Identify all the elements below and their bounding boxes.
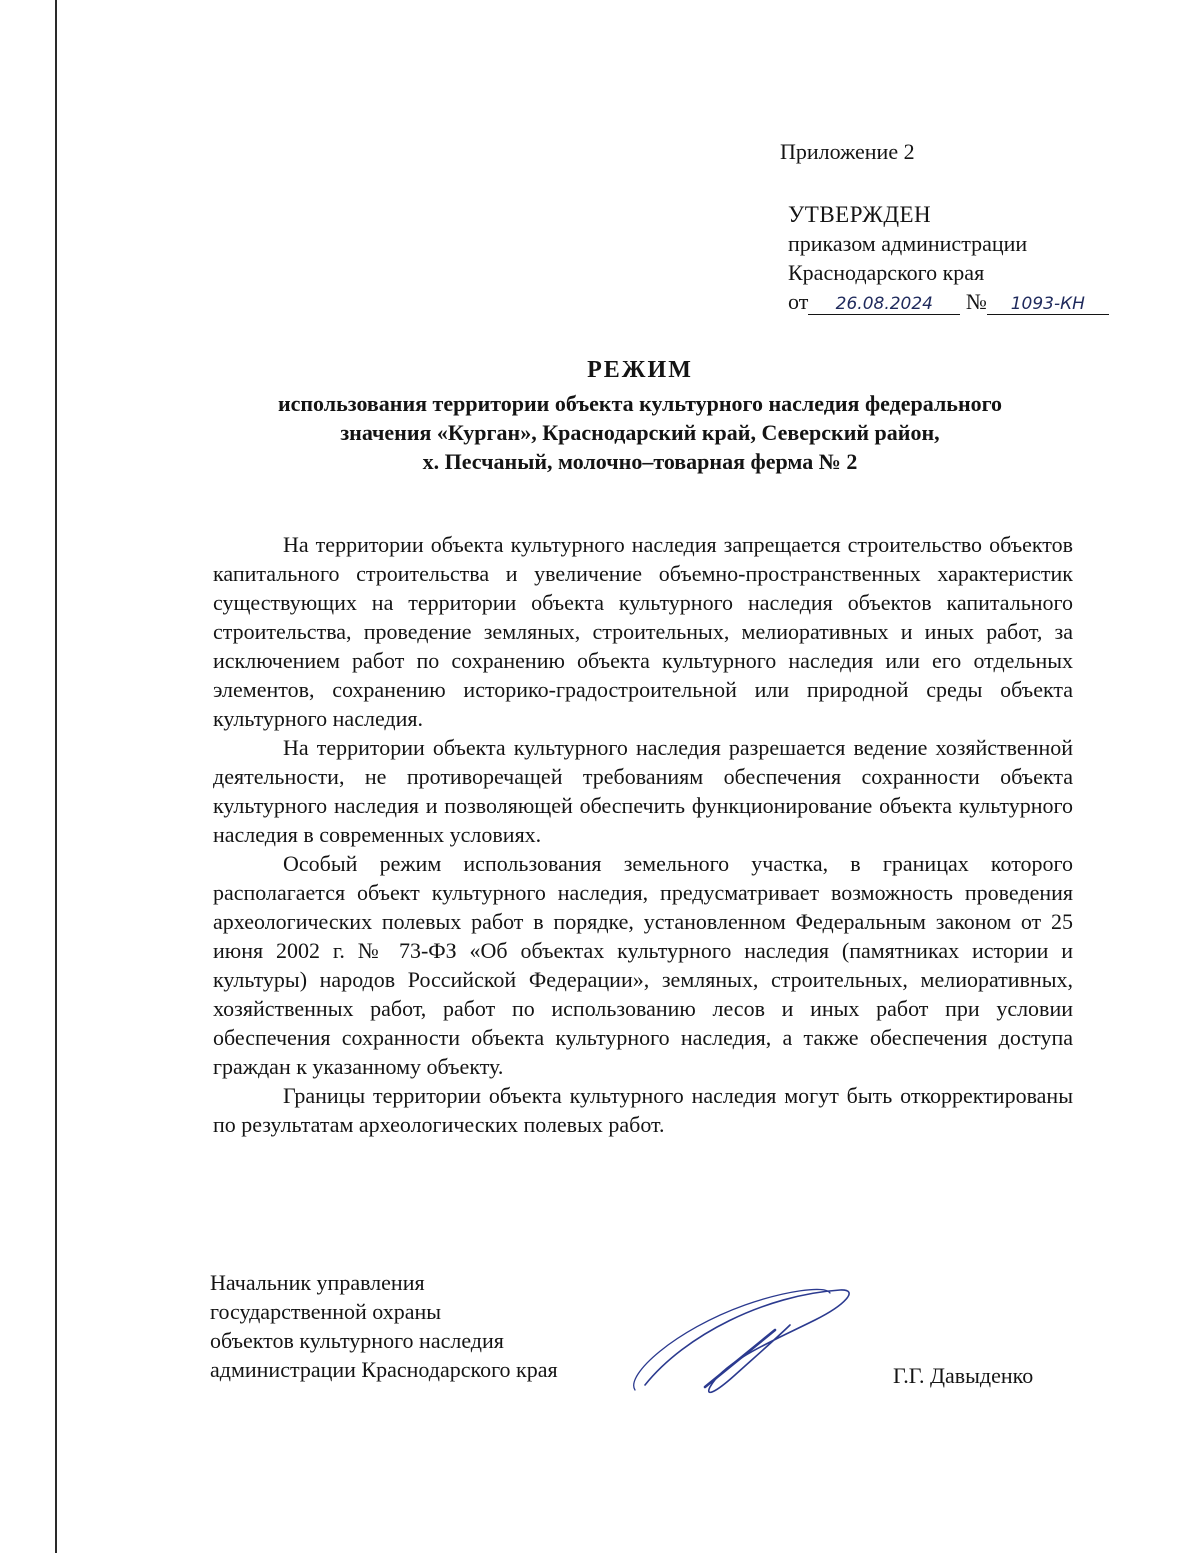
position-line-3: объектов культурного наследия <box>210 1328 504 1353</box>
paragraph-boundaries: Границы территории объекта культурного наследия могут быть откорректированы по результатам археологических полевых работ. <box>213 1083 1073 1137</box>
position-line-4: администрации Краснодарского края <box>210 1357 558 1382</box>
signatory-position <box>210 1268 558 1384</box>
date-prefix: от <box>788 289 809 314</box>
paragraph-permitted-activity: На территории объекта культурного наследия разрешается ведение хозяйственной деятельности, не противоречащей требованиям обеспечения сохранности объекта культурного наследия и позволяющей обеспечить функционирование объекта культурного наследия в современных условиях. <box>213 735 1073 847</box>
approved-heading: УТВЕРЖДЕН <box>788 202 932 227</box>
handwritten-number: 1093-КН <box>987 294 1109 315</box>
paragraph-prohibitions: На территории объекта культурного наследия запрещается строительство объектов капитального строительства и увеличение объемно-пространственных характеристик существующих на территории объекта культурного наследия объектов капитального строительства, проведение земляных, строительных, мелиоративных и иных работ, за исключением работ по сохранению объекта культурного наследия или его отдельных элементов, сохранению историко-градостроительной или природной среды объекта культурного наследия. <box>213 532 1073 731</box>
handwritten-signature <box>615 1275 855 1405</box>
position-line-1: Начальник управления <box>210 1270 425 1295</box>
title-line-3: х. Песчаный, молочно–товарная ферма № 2 <box>422 449 858 474</box>
page-edge-line <box>55 0 57 1553</box>
approval-line-2: Краснодарского края <box>788 260 985 285</box>
title-line-1: использования территории объекта культурного наследия федерального <box>277 391 1003 416</box>
approval-stamp-block <box>788 200 1148 316</box>
appendix-label: Приложение 2 <box>780 139 915 164</box>
position-line-2: государственной охраны <box>210 1299 442 1324</box>
title-line-2: значения «Курган», Краснодарский край, Северский район, <box>340 420 940 445</box>
document-title <box>200 355 1080 476</box>
paragraph-special-regime: Особый режим использования земельного участка, в границах которого располагается объект культурного наследия, предусматривает возможность проведения археологических полевых работ в порядке, установленном Федеральным законом от 25 июня 2002 г. № 73-ФЗ «Об объектах культурного наследия (памятниках истории и культуры) народов Российской Федерации», земляных, строительных, мелиоративных, хозяйственных работ, работ по использованию лесов и иных работ при условии обеспечения сохранности объекта культурного наследия, а также обеспечения доступа граждан к указанному объекту. <box>213 851 1073 1079</box>
title-main: РЕЖИМ <box>587 357 693 383</box>
approval-date-number-line <box>788 287 1148 316</box>
document-body <box>213 530 1073 1139</box>
signer-name: Г.Г. Давыденко <box>893 1363 1034 1388</box>
number-prefix: № <box>965 289 987 314</box>
handwritten-date: 26.08.2024 <box>808 294 960 315</box>
approval-line-1: приказом администрации <box>788 231 1028 256</box>
